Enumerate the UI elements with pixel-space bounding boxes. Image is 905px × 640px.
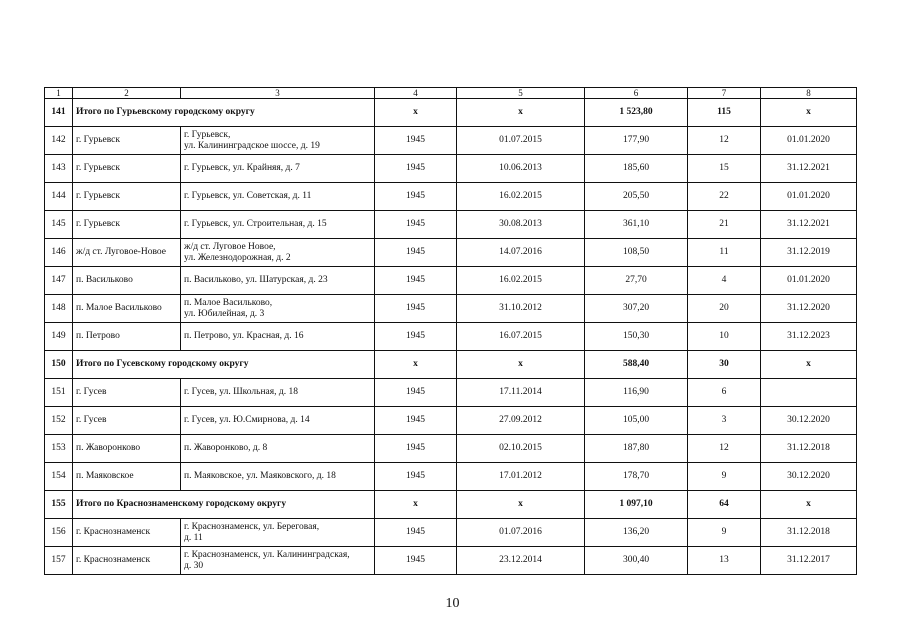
table-row <box>45 379 857 407</box>
area-cell: 300,40 <box>585 547 688 575</box>
row-number-cell: 156 <box>45 519 73 547</box>
row-number-cell: 148 <box>45 295 73 323</box>
count-cell: 12 <box>688 435 761 463</box>
area-cell: 108,50 <box>585 239 688 267</box>
year-cell: 1945 <box>375 155 457 183</box>
column-number-header: 8 <box>761 88 857 99</box>
housing-table <box>44 87 857 575</box>
deadline-cell: х <box>761 99 857 127</box>
deadline-cell: 31.12.2018 <box>761 435 857 463</box>
year-cell: 1945 <box>375 183 457 211</box>
count-cell: 13 <box>688 547 761 575</box>
deadline-cell: х <box>761 351 857 379</box>
locality-cell: п. Васильково <box>73 267 181 295</box>
count-cell: 115 <box>688 99 761 127</box>
year-cell: 1945 <box>375 323 457 351</box>
table-row <box>45 407 857 435</box>
locality-cell: п. Петрово <box>73 323 181 351</box>
row-number-cell: 144 <box>45 183 73 211</box>
date-cell: 10.06.2013 <box>457 155 585 183</box>
column-number-header: 6 <box>585 88 688 99</box>
locality-cell: г. Гусев <box>73 407 181 435</box>
address-line: п. Маяковское, ул. Маяковского, д. 18 <box>184 471 336 481</box>
deadline-cell: 01.01.2020 <box>761 127 857 155</box>
date-cell: 01.07.2016 <box>457 519 585 547</box>
subtotal-row <box>45 491 857 519</box>
date-cell: 30.08.2013 <box>457 211 585 239</box>
year-cell: 1945 <box>375 379 457 407</box>
date-cell: 17.11.2014 <box>457 379 585 407</box>
deadline-cell: 31.12.2020 <box>761 295 857 323</box>
address-cell <box>181 155 375 183</box>
area-cell: 307,20 <box>585 295 688 323</box>
table-row <box>45 295 857 323</box>
address-line: п. Петрово, ул. Красная, д. 16 <box>184 331 304 341</box>
address-line: г. Гурьевск, <box>184 129 231 140</box>
address-cell <box>181 295 375 323</box>
row-number-cell: 143 <box>45 155 73 183</box>
address-cell <box>181 435 375 463</box>
row-number-cell: 145 <box>45 211 73 239</box>
area-cell: 178,70 <box>585 463 688 491</box>
table-row <box>45 183 857 211</box>
address-line: г. Гурьевск, ул. Крайняя, д. 7 <box>184 163 300 173</box>
deadline-cell: 31.12.2021 <box>761 211 857 239</box>
address-cell <box>181 463 375 491</box>
table-row <box>45 267 857 295</box>
count-cell: 9 <box>688 519 761 547</box>
address-line: г. Гусев, ул. Ю.Смирнова, д. 14 <box>184 415 310 425</box>
row-number-cell: 142 <box>45 127 73 155</box>
row-number-cell: 155 <box>45 491 73 519</box>
address-cell <box>181 267 375 295</box>
column-number-header: 5 <box>457 88 585 99</box>
locality-cell: ж/д ст. Луговое-Новое <box>73 239 181 267</box>
locality-cell: г. Краснознаменск <box>73 547 181 575</box>
locality-cell: г. Гусев <box>73 379 181 407</box>
deadline-cell: х <box>761 491 857 519</box>
year-cell: 1945 <box>375 519 457 547</box>
year-cell: 1945 <box>375 435 457 463</box>
column-number-header: 1 <box>45 88 73 99</box>
date-cell: 27.09.2012 <box>457 407 585 435</box>
date-cell: х <box>457 351 585 379</box>
year-cell: 1945 <box>375 127 457 155</box>
table-row <box>45 547 857 575</box>
area-cell: 136,20 <box>585 519 688 547</box>
date-cell: 17.01.2012 <box>457 463 585 491</box>
count-cell: 6 <box>688 379 761 407</box>
table-row <box>45 211 857 239</box>
address-line: г. Краснознаменск, ул. Калининградская, <box>184 549 350 560</box>
table-row <box>45 435 857 463</box>
address-line: д. 11 <box>184 532 203 543</box>
area-cell: 27,70 <box>585 267 688 295</box>
area-cell: 177,90 <box>585 127 688 155</box>
row-number-cell: 151 <box>45 379 73 407</box>
deadline-cell: 31.12.2017 <box>761 547 857 575</box>
deadline-cell: 01.01.2020 <box>761 183 857 211</box>
address-line: ж/д ст. Луговое Новое, <box>184 241 276 252</box>
year-cell: 1945 <box>375 267 457 295</box>
year-cell: 1945 <box>375 211 457 239</box>
year-cell: 1945 <box>375 547 457 575</box>
year-cell: 1945 <box>375 239 457 267</box>
address-cell <box>181 547 375 575</box>
area-cell: 116,90 <box>585 379 688 407</box>
count-cell: 3 <box>688 407 761 435</box>
deadline-cell: 31.12.2019 <box>761 239 857 267</box>
count-cell: 11 <box>688 239 761 267</box>
locality-cell: г. Краснознаменск <box>73 519 181 547</box>
address-line: г. Гурьевск, ул. Строительная, д. 15 <box>184 219 327 229</box>
table-row <box>45 127 857 155</box>
row-number-cell: 141 <box>45 99 73 127</box>
date-cell: х <box>457 491 585 519</box>
address-line: п. Жаворонково, д. 8 <box>184 443 268 453</box>
deadline-cell: 30.12.2020 <box>761 407 857 435</box>
row-number-cell: 149 <box>45 323 73 351</box>
address-line: г. Краснознаменск, ул. Береговая, <box>184 521 320 532</box>
count-cell: 22 <box>688 183 761 211</box>
address-line: г. Гурьевск, ул. Советская, д. 11 <box>184 191 312 201</box>
row-number-cell: 150 <box>45 351 73 379</box>
address-line: ул. Юбилейная, д. 3 <box>184 308 265 319</box>
address-cell <box>181 407 375 435</box>
deadline-cell: 31.12.2018 <box>761 519 857 547</box>
column-number-header: 3 <box>181 88 375 99</box>
deadline-cell: 01.01.2020 <box>761 267 857 295</box>
subtotal-row <box>45 351 857 379</box>
date-cell: 02.10.2015 <box>457 435 585 463</box>
area-cell: 150,30 <box>585 323 688 351</box>
row-number-cell: 153 <box>45 435 73 463</box>
deadline-cell: 30.12.2020 <box>761 463 857 491</box>
address-cell <box>181 127 375 155</box>
address-line: г. Гусев, ул. Школьная, д. 18 <box>184 387 298 397</box>
year-cell: х <box>375 491 457 519</box>
locality-cell: п. Маяковское <box>73 463 181 491</box>
column-number-header: 7 <box>688 88 761 99</box>
deadline-cell: 31.12.2021 <box>761 155 857 183</box>
year-cell: 1945 <box>375 295 457 323</box>
deadline-cell <box>761 379 857 407</box>
count-cell: 9 <box>688 463 761 491</box>
locality-cell: г. Гурьевск <box>73 183 181 211</box>
date-cell: 16.02.2015 <box>457 183 585 211</box>
year-cell: х <box>375 351 457 379</box>
row-number-cell: 147 <box>45 267 73 295</box>
count-cell: 20 <box>688 295 761 323</box>
count-cell: 30 <box>688 351 761 379</box>
date-cell: 14.07.2016 <box>457 239 585 267</box>
row-number-cell: 157 <box>45 547 73 575</box>
table-row <box>45 463 857 491</box>
subtotal-row <box>45 99 857 127</box>
table-row <box>45 323 857 351</box>
address-line: ул. Калининградское шоссе, д. 19 <box>184 140 320 151</box>
locality-cell: п. Малое Васильково <box>73 295 181 323</box>
date-cell: 01.07.2015 <box>457 127 585 155</box>
year-cell: х <box>375 99 457 127</box>
subtotal-label-cell: Итого по Гусевскому городскому округу <box>73 351 375 379</box>
area-cell: 187,80 <box>585 435 688 463</box>
year-cell: 1945 <box>375 463 457 491</box>
address-line: п. Васильково, ул. Шатурская, д. 23 <box>184 275 328 285</box>
table-row <box>45 155 857 183</box>
year-cell: 1945 <box>375 407 457 435</box>
column-number-header: 2 <box>73 88 181 99</box>
page-number: 10 <box>445 596 460 611</box>
area-cell: 185,60 <box>585 155 688 183</box>
address-cell <box>181 519 375 547</box>
row-number-cell: 146 <box>45 239 73 267</box>
area-cell: 205,50 <box>585 183 688 211</box>
area-cell: 361,10 <box>585 211 688 239</box>
count-cell: 15 <box>688 155 761 183</box>
row-number-cell: 154 <box>45 463 73 491</box>
area-cell: 588,40 <box>585 351 688 379</box>
count-cell: 12 <box>688 127 761 155</box>
address-cell <box>181 239 375 267</box>
count-cell: 10 <box>688 323 761 351</box>
address-cell <box>181 211 375 239</box>
date-cell: х <box>457 99 585 127</box>
table-row <box>45 519 857 547</box>
address-cell <box>181 379 375 407</box>
table-row <box>45 239 857 267</box>
column-number-header: 4 <box>375 88 457 99</box>
subtotal-label-cell: Итого по Гурьевскому городскому округу <box>73 99 375 127</box>
date-cell: 16.02.2015 <box>457 267 585 295</box>
date-cell: 31.10.2012 <box>457 295 585 323</box>
locality-cell: г. Гурьевск <box>73 127 181 155</box>
area-cell: 1 097,10 <box>585 491 688 519</box>
address-cell <box>181 323 375 351</box>
count-cell: 21 <box>688 211 761 239</box>
header-row <box>45 88 857 99</box>
address-cell <box>181 183 375 211</box>
date-cell: 16.07.2015 <box>457 323 585 351</box>
deadline-cell: 31.12.2023 <box>761 323 857 351</box>
locality-cell: п. Жаворонково <box>73 435 181 463</box>
locality-cell: г. Гурьевск <box>73 211 181 239</box>
locality-cell: г. Гурьевск <box>73 155 181 183</box>
address-line: д. 30 <box>184 560 204 571</box>
count-cell: 64 <box>688 491 761 519</box>
address-line: п. Малое Васильково, <box>184 297 273 308</box>
address-line: ул. Железнодорожная, д. 2 <box>184 252 291 263</box>
date-cell: 23.12.2014 <box>457 547 585 575</box>
subtotal-label-cell: Итого по Краснознаменскому городскому округу <box>73 491 375 519</box>
area-cell: 1 523,80 <box>585 99 688 127</box>
count-cell: 4 <box>688 267 761 295</box>
row-number-cell: 152 <box>45 407 73 435</box>
area-cell: 105,00 <box>585 407 688 435</box>
